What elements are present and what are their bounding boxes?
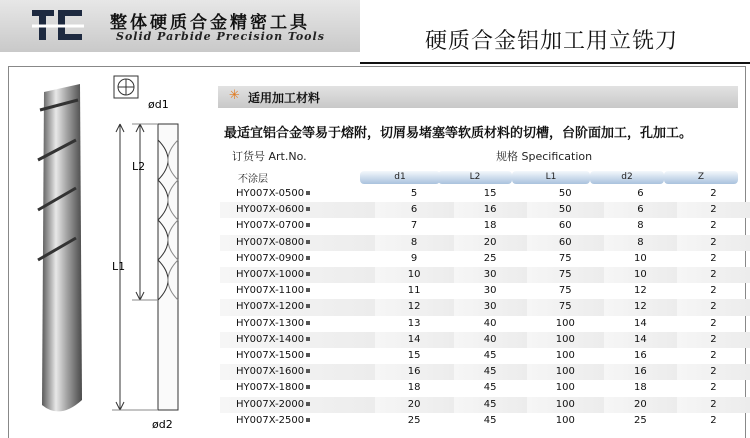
spec-value-d1: 14: [375, 332, 454, 348]
section-title: 适用加工材料: [248, 91, 321, 105]
spec-value-d1: 9: [410, 252, 418, 264]
row-marker-icon: [306, 418, 310, 422]
article-number: HY007X-2500: [220, 413, 375, 429]
section-header: [218, 86, 738, 108]
article-number: HY007X-1600: [220, 364, 375, 380]
row-marker-icon: [306, 353, 310, 357]
brand-name-en: Solid Parbide Precision Tools: [116, 30, 325, 43]
spec-value-l1: 100: [527, 397, 604, 413]
spec-value-l2: 25: [483, 252, 497, 264]
article-number: HY007X-1400: [220, 332, 375, 348]
spec-value-l2: 15: [483, 188, 497, 199]
spec-value-d2: 16: [604, 364, 677, 380]
spec-value-d2: 8: [604, 235, 677, 251]
table-row: [220, 267, 750, 283]
spec-value-z: 2: [710, 382, 717, 394]
spec-value-d1: 8: [375, 235, 454, 251]
spec-value-d2: 6: [604, 202, 677, 218]
table-row: [220, 348, 750, 364]
spec-value-z: 2: [710, 317, 717, 329]
spec-value-l1: 75: [527, 267, 604, 283]
table-row: [220, 413, 750, 429]
spec-value-z: 2: [677, 235, 750, 251]
column-header-z: Z: [664, 171, 738, 184]
spec-value-l1: 100: [527, 332, 604, 348]
row-marker-icon: [306, 240, 310, 244]
spec-value-z: 2: [677, 299, 750, 315]
spec-value-l1: 100: [555, 350, 575, 362]
row-marker-icon: [306, 256, 310, 260]
article-number: HY007X-0500: [220, 186, 375, 202]
row-marker-icon: [306, 191, 310, 195]
spec-value-l1: 60: [527, 235, 604, 251]
spec-value-l2: 45: [483, 350, 497, 362]
spec-value-d2: 10: [634, 252, 647, 264]
spec-value-z: 2: [677, 267, 750, 283]
brand-logo-icon: [30, 6, 86, 46]
spec-value-z: 2: [710, 414, 717, 426]
page-title: 硬质合金铝加工用立铣刀: [425, 29, 679, 54]
article-number: HY007X-1100: [220, 283, 375, 299]
article-number: HY007X-1800: [220, 380, 375, 396]
spec-value-d2: 10: [604, 267, 677, 283]
spec-value-z: 2: [710, 285, 717, 297]
spec-value-d2: 8: [637, 220, 644, 232]
spec-value-l1: 75: [558, 252, 572, 264]
row-marker-icon: [306, 304, 310, 308]
row-marker-icon: [306, 321, 310, 325]
spec-value-d2: 16: [634, 350, 647, 362]
d1-label: ød1: [148, 98, 169, 111]
spec-value-d1: 5: [410, 188, 418, 199]
spec-table: [220, 186, 750, 429]
spec-value-l2: 30: [454, 299, 527, 315]
spec-value-l1: 100: [555, 414, 575, 426]
row-marker-icon: [306, 272, 310, 276]
order-no-label: 订货号 Art.No.: [232, 150, 307, 163]
spec-value-l2: 45: [454, 364, 527, 380]
row-marker-icon: [306, 337, 310, 341]
spec-value-d2: 20: [604, 397, 677, 413]
article-number: HY007X-2000: [220, 397, 375, 413]
table-row: [220, 299, 750, 315]
table-row: [220, 218, 750, 234]
spec-value-d1: 25: [407, 414, 421, 426]
title-underline: [360, 62, 750, 64]
material-description: 最适宜铝合金等易于熔附，切屑易堵塞等软质材料的切槽，台阶面加工，孔加工。: [224, 126, 693, 141]
row-marker-icon: [306, 207, 310, 211]
spec-value-l1: 75: [558, 285, 572, 297]
table-row: [220, 364, 750, 380]
spec-value-z: 2: [677, 332, 750, 348]
spec-value-d1: 6: [375, 202, 454, 218]
spec-value-d1: 10: [375, 267, 454, 283]
spec-value-d2: 25: [634, 414, 647, 426]
row-marker-icon: [306, 385, 310, 389]
spec-value-l2: 16: [454, 202, 527, 218]
article-number: HY007X-0800: [220, 235, 375, 251]
spec-value-d1: 16: [375, 364, 454, 380]
spec-value-d2: 14: [604, 332, 677, 348]
article-number: HY007X-1300: [220, 316, 375, 332]
table-row: [220, 251, 750, 267]
table-row: [220, 235, 750, 251]
spec-value-d2: 12: [634, 285, 647, 297]
column-header-d2: d2: [590, 171, 664, 184]
spec-value-l2: 45: [483, 382, 497, 394]
spec-value-d1: 20: [375, 397, 454, 413]
spec-value-l1: 60: [558, 220, 572, 232]
article-number: HY007X-1200: [220, 299, 375, 315]
spec-value-z: 2: [677, 364, 750, 380]
spec-value-l2: 30: [454, 267, 527, 283]
spec-value-d1: 15: [407, 350, 421, 362]
spec-value-z: 2: [710, 188, 717, 199]
spec-value-l1: 100: [555, 317, 575, 329]
spec-value-d1: 12: [375, 299, 454, 315]
spec-value-d2: 6: [637, 188, 644, 199]
spec-value-l2: 18: [483, 220, 497, 232]
article-number: HY007X-0700: [220, 218, 375, 234]
spec-value-z: 2: [677, 397, 750, 413]
spec-value-l1: 100: [555, 382, 575, 394]
spec-label: 规格 Specification: [496, 150, 593, 163]
spec-value-z: 2: [677, 202, 750, 218]
spec-value-z: 2: [710, 252, 717, 264]
spec-value-l1: 100: [527, 364, 604, 380]
l1-label: L1: [112, 260, 126, 273]
spec-value-d2: 14: [634, 317, 647, 329]
spec-value-d2: 12: [604, 299, 677, 315]
spec-value-l2: 40: [454, 332, 527, 348]
article-number: HY007X-1500: [220, 348, 375, 364]
table-row: [220, 202, 750, 218]
end-mill-drawing: [158, 124, 178, 410]
spec-value-l2: 45: [454, 397, 527, 413]
row-marker-icon: [306, 223, 310, 227]
table-row: [220, 332, 750, 348]
brand-banner: [0, 0, 360, 52]
spec-value-l2: 30: [483, 285, 497, 297]
table-row: [220, 397, 750, 413]
table-row: [220, 186, 750, 202]
spec-value-d2: 18: [634, 382, 647, 394]
table-row: [220, 283, 750, 299]
spec-value-z: 2: [710, 350, 717, 362]
spec-value-l1: 50: [558, 188, 572, 199]
row-marker-icon: [306, 402, 310, 406]
d2-label: ød2: [152, 418, 173, 431]
row-marker-icon: [306, 288, 310, 292]
spec-value-l2: 40: [483, 317, 497, 329]
end-mill-illustration: [20, 70, 205, 437]
l2-label: L2: [132, 160, 146, 173]
page-header: [0, 0, 750, 62]
spec-value-z: 2: [710, 220, 717, 232]
spec-value-l1: 50: [527, 202, 604, 218]
asterisk-icon: ✳: [229, 88, 240, 103]
column-header-d1: d1: [360, 171, 440, 184]
column-header-l2: L2: [438, 171, 512, 184]
spec-value-l1: 75: [527, 299, 604, 315]
table-row: [220, 316, 750, 332]
article-number: HY007X-0600: [220, 202, 375, 218]
spec-value-d1: 13: [407, 317, 421, 329]
article-number: HY007X-1000: [220, 267, 375, 283]
article-number: HY007X-0900: [220, 251, 375, 267]
spec-value-d1: 11: [407, 285, 421, 297]
spec-value-l2: 45: [483, 414, 497, 426]
coating-label: 不涂层: [238, 174, 268, 185]
spec-value-d1: 7: [410, 220, 418, 232]
table-header-row: [224, 148, 744, 164]
column-header-l1: L1: [512, 171, 590, 184]
row-marker-icon: [306, 369, 310, 373]
table-row: [220, 380, 750, 396]
brand-name-cn: 整体硬质合金精密工具: [110, 13, 310, 33]
spec-value-l2: 20: [454, 235, 527, 251]
spec-value-d1: 18: [407, 382, 421, 394]
